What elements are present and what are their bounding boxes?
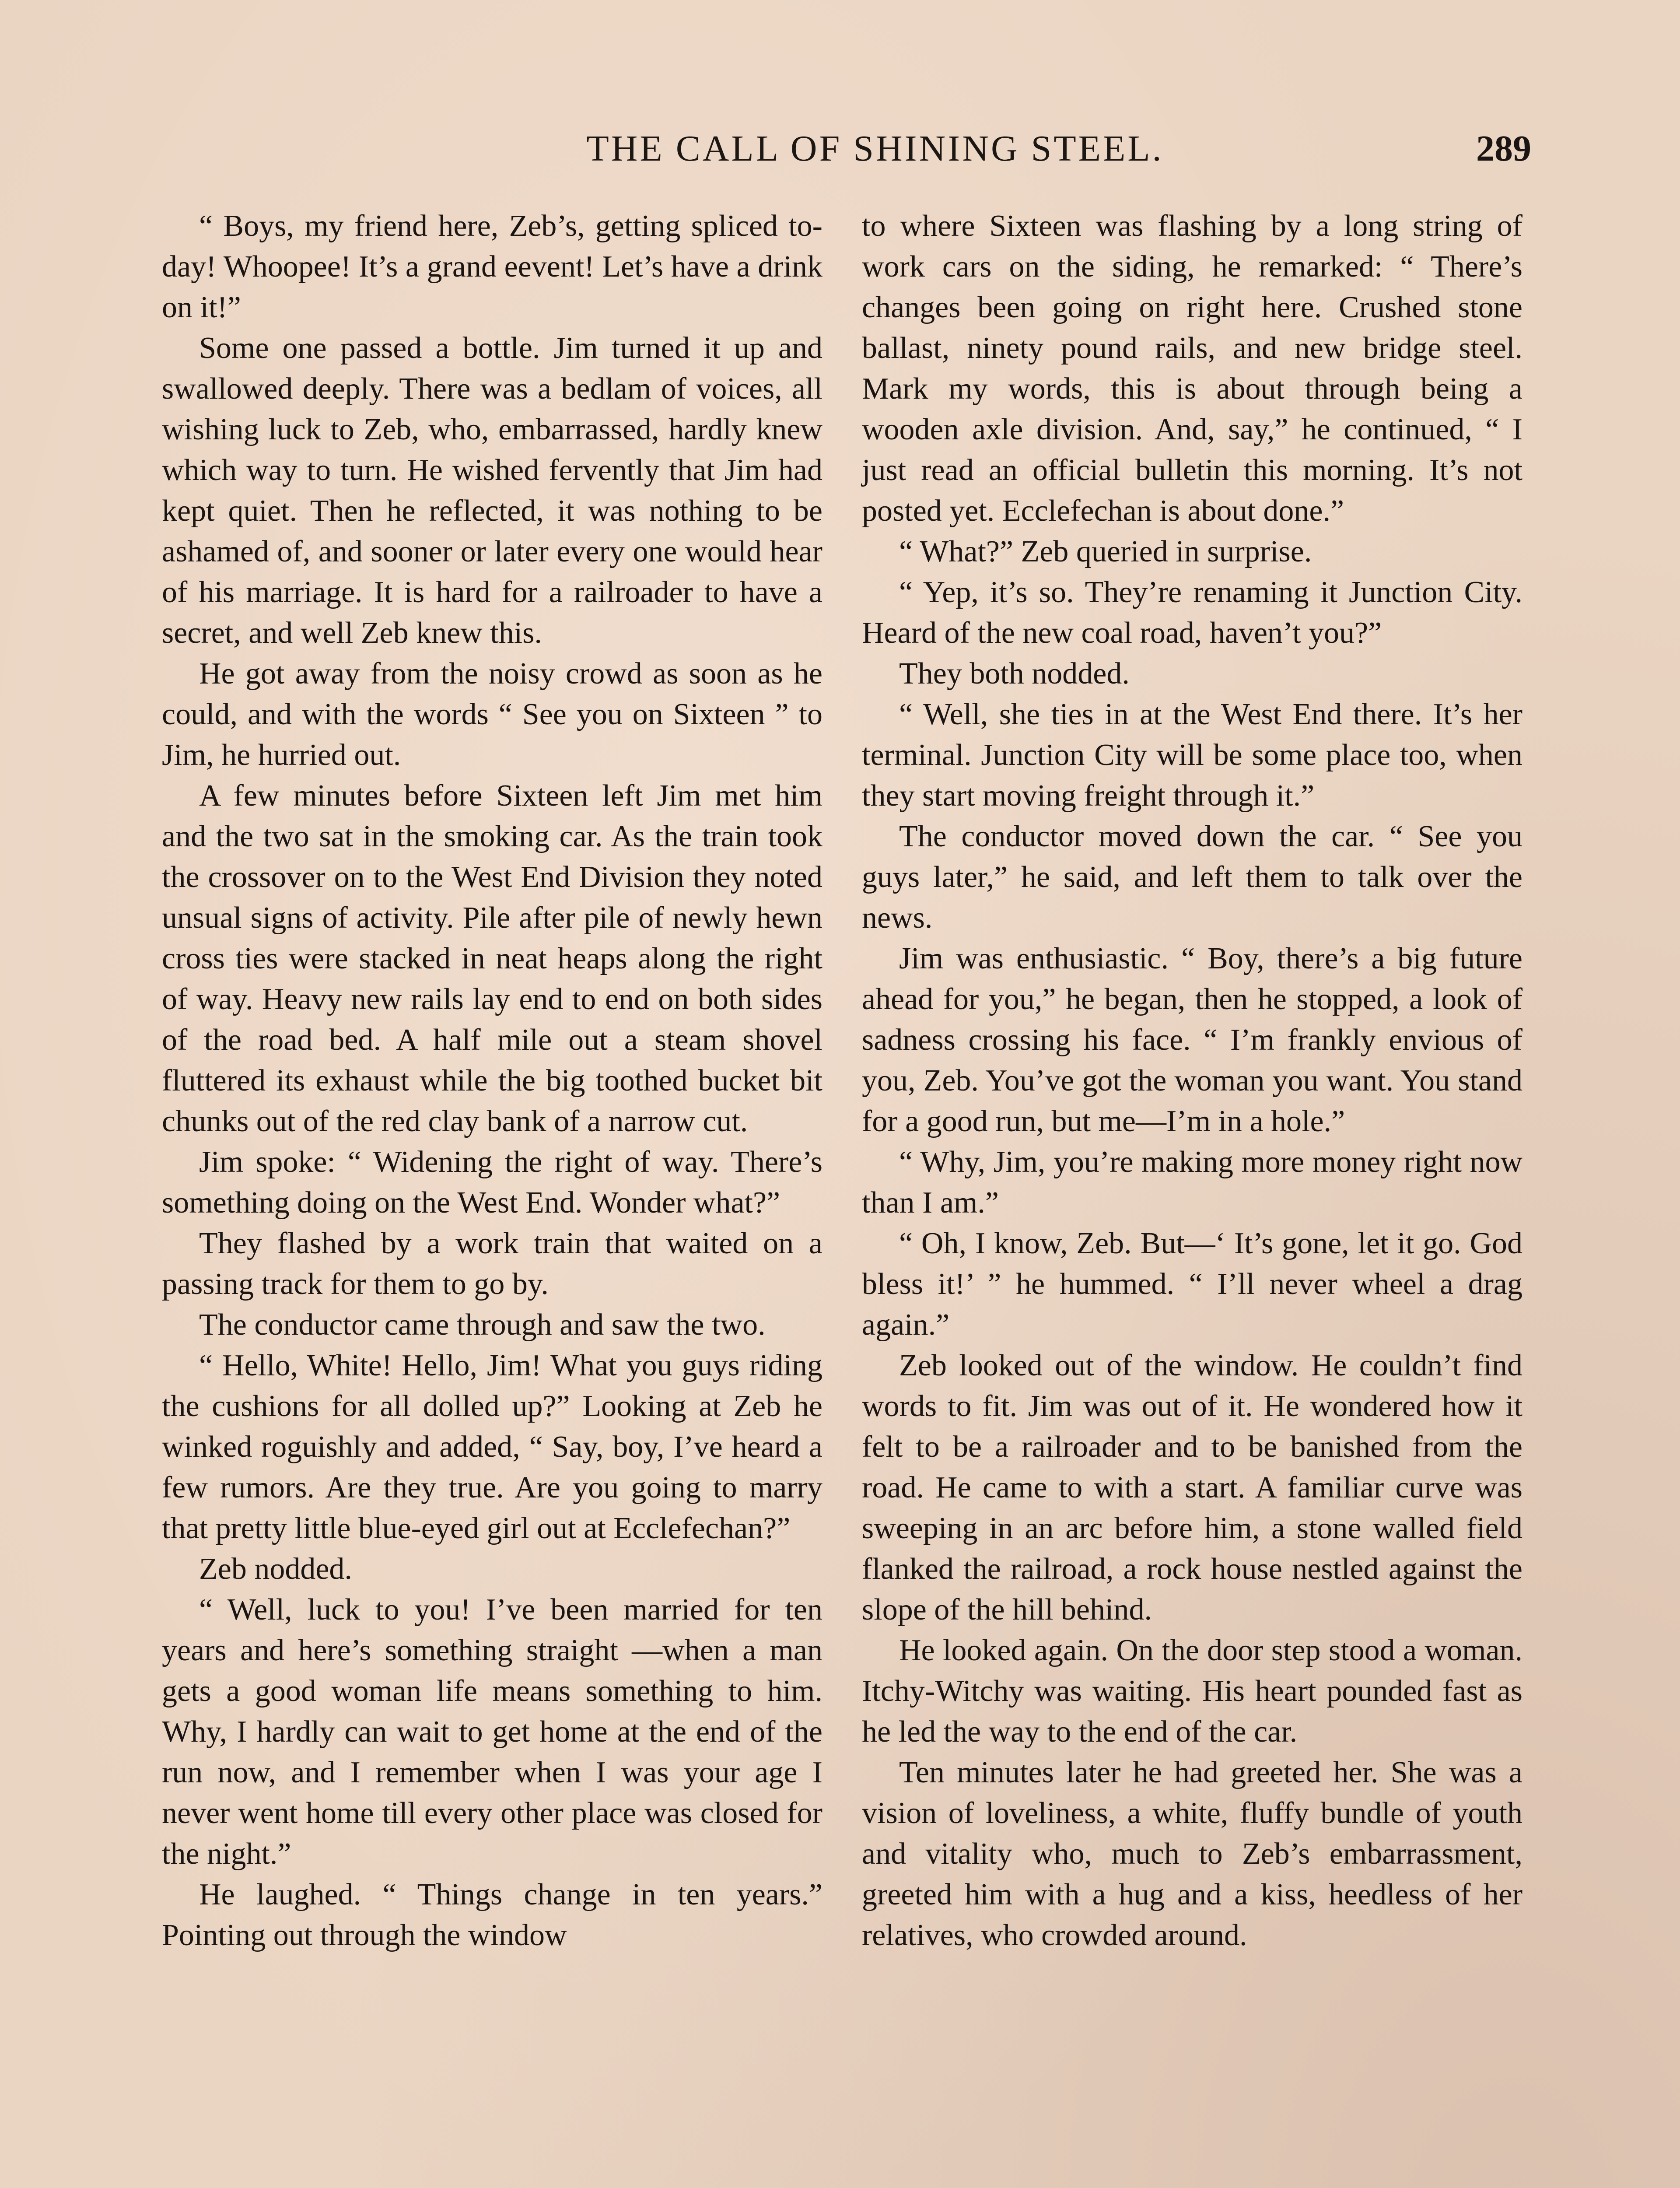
paragraph: The conductor came through and saw the two. (199, 1308, 766, 1342)
running-head: THE CALL OF SHINING STEEL. (586, 128, 1164, 169)
paragraph: “ Well, luck to you! I’ve been married for ten years and here’s something straight —when a man gets a good woman life means something to him. Why, I hardly can wait to get home at the end of the run now, and I remember when I was your age I never went home till every other place was closed for the night.” (162, 1593, 822, 1871)
paragraph: “ Hello, White! Hello, Jim! What you guys riding the cushions for all dolled up?” Looking at Zeb he winked roguishly and added, “ Say, boy, I’ve heard a few rumors. Are they true. Are you going to marry that pretty little blue-eyed girl out at Ecclefechan?” (162, 1349, 822, 1545)
paragraph: He looked again. On the door step stood a woman. Itchy-Witchy was waiting. His heart pounded fast as he led the way to the end of the car. (862, 1634, 1522, 1749)
paragraph: “ Oh, I know, Zeb. But—‘ It’s gone, let it go. God bless it!’ ” he hummed. “ I’ll never wheel a drag again.” (862, 1227, 1522, 1342)
page-number: 289 (1476, 128, 1531, 169)
paragraph: He laughed. “ Things change in ten years.” Pointing out through the window (162, 1878, 822, 1952)
paragraph: “ Boys, my friend here, Zeb’s, getting spliced to-day! Whoopee! It’s a grand eevent! Let’s have a drink on it!” (162, 209, 822, 324)
paragraph: Zeb nodded. (199, 1552, 352, 1586)
paragraph: Ten minutes later he had greeted her. She was a vision of loveliness, a white, fluffy bundle of youth and vitality who, much to Zeb’s embarrassment, greeted him with a hug and a kiss, heedless of her relatives, who crowded around. (862, 1756, 1522, 1952)
paragraph: “ What?” Zeb queried in surprise. (899, 535, 1312, 568)
left-column (162, 206, 822, 1956)
paragraph: Jim spoke: “ Widening the right of way. There’s something doing on the West End. Wonder what?” (162, 1145, 822, 1220)
paragraph: “ Yep, it’s so. They’re renaming it Junction City. Heard of the new coal road, haven’t you?” (862, 575, 1522, 650)
paragraph: They flashed by a work train that waited on a passing track for them to go by. (162, 1227, 822, 1301)
paragraph: He got away from the noisy crowd as soon as he could, and with the words “ See you on Sixteen ” to Jim, he hurried out. (162, 657, 822, 772)
paragraph: They both nodded. (899, 657, 1130, 691)
right-column (862, 206, 1522, 1956)
paragraph: to where Sixteen was flashing by a long string of work cars on the siding, he remarked: “ There’s changes been going on right here. Crushed stone ballast, ninety pound rails, and new bridge steel. Mark my words, this is about through being a wooden axle division. And, say,” he continued, “ I just read an official bulletin this morning. It’s not posted yet. Ecclefechan is about done.” (862, 209, 1522, 528)
paragraph: Zeb looked out of the window. He couldn’t find words to fit. Jim was out of it. He wondered how it felt to be a railroader and to be banished from the road. He came to with a start. A familiar curve was sweeping in an arc before him, a stone walled field flanked the railroad, a rock house nestled against the slope of the hill behind. (862, 1349, 1522, 1627)
paragraph: Jim was enthusiastic. “ Boy, there’s a big future ahead for you,” he began, then he stopped, a look of sadness crossing his face. “ I’m frankly envious of you, Zeb. You’ve got the woman you want. You stand for a good run, but me—I’m in a hole.” (862, 942, 1522, 1138)
paragraph: “ Well, she ties in at the West End there. It’s her terminal. Junction City will be some place too, when they start moving freight through it.” (862, 698, 1522, 813)
paragraph: Some one passed a bottle. Jim turned it up and swallowed deeply. There was a bedlam of voices, all wishing luck to Zeb, who, embarrassed, hardly knew which way to turn. He wished fervently that Jim had kept quiet. Then he reflected, it was nothing to be ashamed of, and sooner or later every one would hear of his marriage. It is hard for a railroader to have a secret, and well Zeb knew this. (162, 331, 822, 650)
paragraph: “ Why, Jim, you’re making more money right now than I am.” (862, 1145, 1522, 1220)
paragraph: A few minutes before Sixteen left Jim met him and the two sat in the smoking car. As the train took the crossover on to the West End Division they noted unsual signs of activity. Pile after pile of newly hewn cross ties were stacked in neat heaps along the right of way. Heavy new rails lay end to end on both sides of the road bed. A half mile out a steam shovel fluttered its exhaust while the big toothed bucket bit chunks out of the red clay bank of a narrow cut. (162, 779, 822, 1138)
paragraph: The conductor moved down the car. “ See you guys later,” he said, and left them to talk over the news. (862, 820, 1522, 935)
